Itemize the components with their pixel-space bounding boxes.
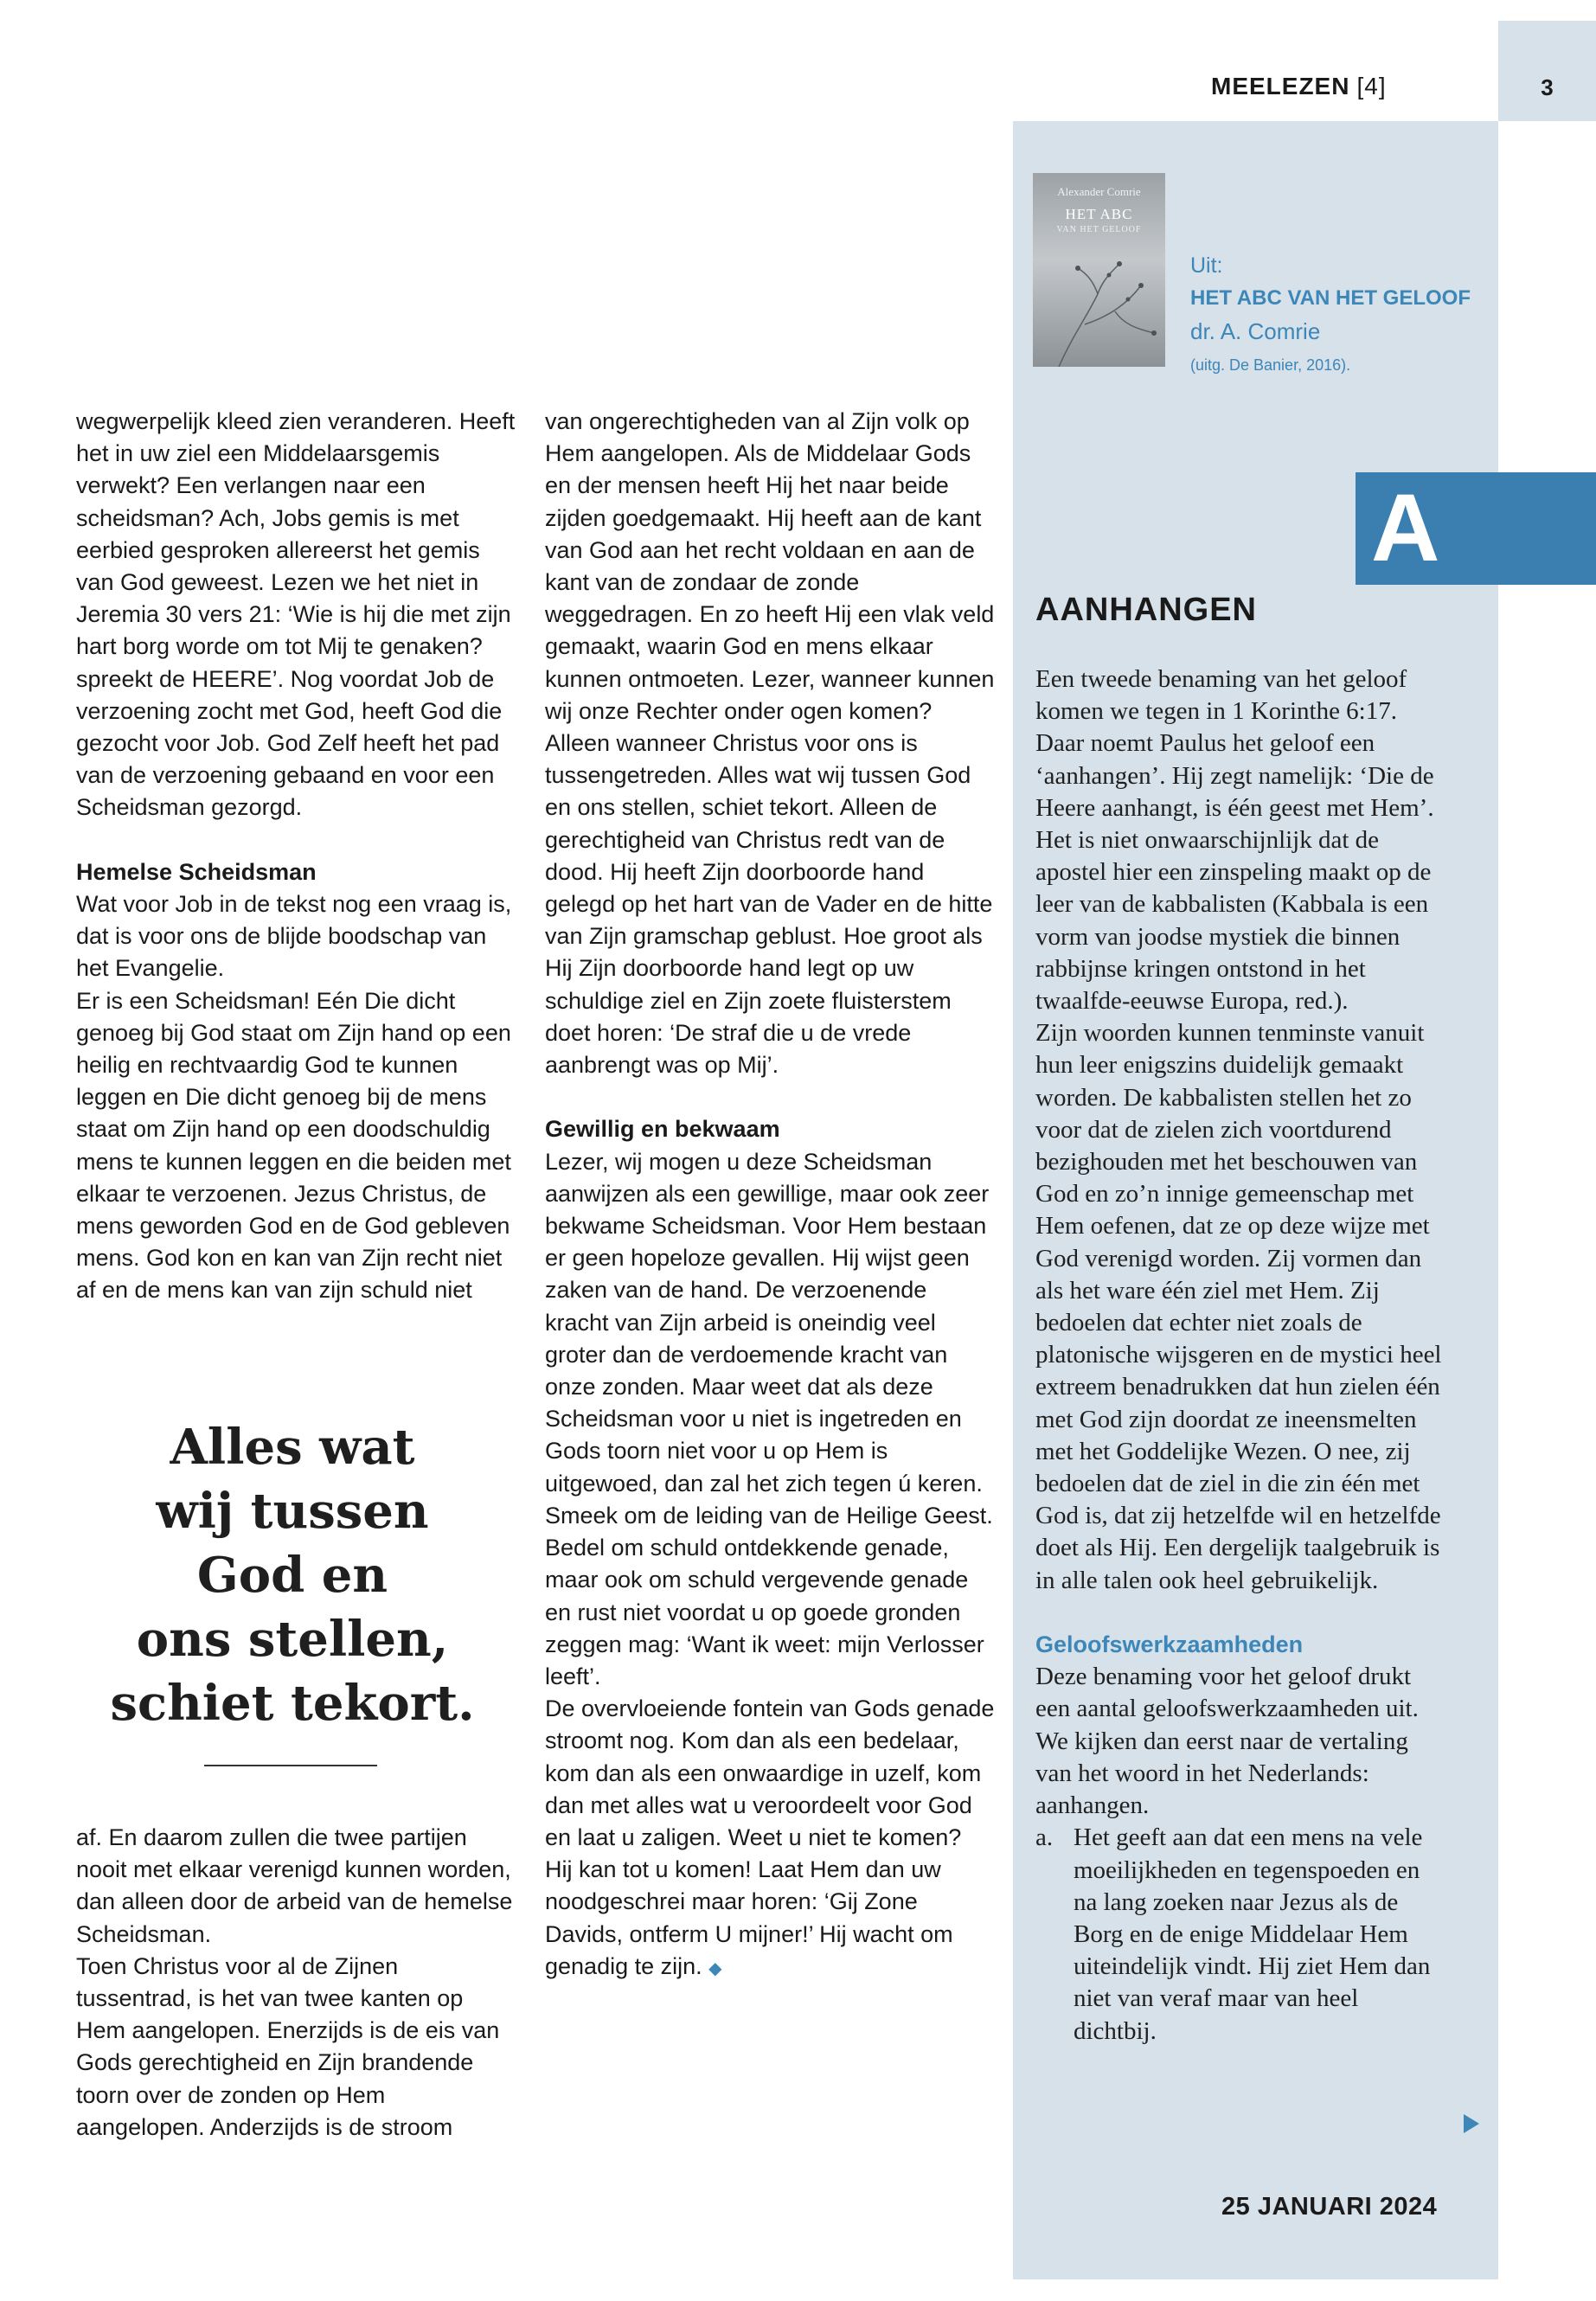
list-item-text: Het geeft aan dat een mens na vele moeilijkheden en tegenspoeden en na lang zoeken naar Jezus als de Borg en de enige Middelaar Hem uiteindelijk vindt. Hij ziet Hem dan niet van veraf maar van heel dichtbij. bbox=[1074, 1823, 1431, 2045]
source-publisher: (uitg. De Banier, 2016). bbox=[1190, 356, 1351, 374]
book-cover-author: Alexander Comrie bbox=[1057, 185, 1141, 198]
article-column-1-top bbox=[76, 406, 517, 1307]
article-paragraph bbox=[545, 1693, 995, 1985]
section-number: [4] bbox=[1356, 73, 1387, 99]
section-title: MEELEZEN bbox=[1211, 73, 1350, 99]
pull-quote-line: wij tussen bbox=[156, 1483, 429, 1540]
book-cover-image bbox=[1033, 173, 1165, 367]
page-number-tab bbox=[1498, 21, 1596, 121]
issue-date: 25 JANUARI 2024 bbox=[1221, 2193, 1438, 2221]
pull-quote-line: schiet tekort. bbox=[110, 1675, 475, 1732]
article-column-2 bbox=[545, 406, 995, 1985]
article-paragraph: Lezer, wij mogen u deze Scheidsman aanwijzen als een gewillige, maar ook zeer bekwame Scheidsman. Voor Hem bestaan er geen hopeloze gevallen. Hij wijst geen zaken van de hand. De verzoenende kracht van Zijn arbeid is oneindig veel groter dan de verdoemende kracht van onze zonden. Maar weet dat als deze Scheidsman voor u niet is ingetreden en Gods toorn niet voor u op Hem is uitgewoed, dan zal het zich tegen ú keren. Smeek om de leiding van de Heilige Geest. Bedel om schuld ontdekkende genade, maar ook om schuld vergevende genade en rust niet voordat u op goede gronden zeggen mag: ‘Want ik weet: mijn Verlosser leeft’. bbox=[545, 1148, 993, 1689]
sidebar-title: AANHANGEN bbox=[1035, 592, 1257, 628]
subheading-hemelse-scheidsman: Hemelse Scheidsman bbox=[76, 858, 317, 885]
article-paragraph: Er is een Scheidsman! Eén Die dicht genoeg bij God staat om Zijn hand op een heilig en rechtvaardig God te kunnen leggen en Die dicht genoeg bij de mens staat om Zijn hand op een doodschuldig mens te kunnen leggen en die beiden met elkaar te verzoenen. Jezus Christus, de mens geworden God en de God gebleven mens. God kon en kan van Zijn recht niet af en de mens kan van zijn schuld niet bbox=[76, 987, 511, 1304]
subheading-gewillig-en-bekwaam: Gewillig en bekwaam bbox=[545, 1116, 780, 1143]
article-paragraph: van ongerechtigheden van al Zijn volk op Hem aangelopen. Als de Middelaar Gods en der mensen heeft Hij het naar beide zijden goedgemaakt. Hij heeft aan de kant van God aan het recht voldaan en aan de kant van de zondaar de zonde weggedragen. En zo heeft Hij een vlak veld gemaakt, waarin God en mens elkaar kunnen ontmoeten. Lezer, wanneer kunnen wij onze Rechter onder ogen komen? Alleen wanneer Christus voor ons is tussengetreden. Alles wat wij tussen God en ons stellen, schiet tekort. Alleen de gerechtigheid van Christus redt van de dood. Hij heeft Zijn doorboorde hand gelegd op het hart van de Vader en de hitte van Zijn gramschap geblust. Hoe groot als Hij Zijn doorboorde hand legt op uw schuldige ziel en Zijn zoete fluisterstem doet horen: ‘De straf die u de vrede aanbrengt was op Mij’. bbox=[545, 408, 995, 1079]
source-author: dr. A. Comrie bbox=[1190, 318, 1321, 344]
sidebar-paragraph: Zijn woorden kunnen tenminste vanuit hun leer enigszins duidelijk gemaakt worden. De kabbalisten stellen het zo voor dat de zielen zich voortdurend bezighouden met het beschouwen van God en zo’n innige gemeenschap met Hem oefenen, dat ze op deze wijze met God verenigd worden. Zij vormen dan als het ware één ziel met Hem. Zij bedoelen dat echter niet zoals de platonische wijsgeren en de mystici heel extreem benadrukken dat hun zielen één met God zijn doordat ze ineensmelten met het Goddelijke Wezen. O nee, zij bedoelen dat de ziel in die zin één met God is, dat zij hetzelfde wil en hetzelfde doet als Hij. Een dergelijk taalgebruik is in alle talen ook heel gebruikelijk. bbox=[1035, 1019, 1442, 1594]
source-book-title: HET ABC VAN HET GELOOF bbox=[1190, 286, 1471, 310]
pull-quote-divider bbox=[204, 1765, 377, 1766]
book-cover-subtitle: VAN HET GELOOF bbox=[1056, 225, 1142, 234]
source-label: Uit: bbox=[1190, 253, 1223, 278]
article-paragraph: af. En daarom zullen die twee partijen nooit met elkaar verenigd kunnen worden, dan alleen door de arbeid van de hemelse Scheidsman. bbox=[76, 1824, 513, 1947]
book-cover-branches-illustration bbox=[1033, 242, 1165, 367]
sidebar-text bbox=[1035, 663, 1442, 2048]
pull-quote bbox=[76, 1415, 509, 1735]
book-cover-title: HET ABC bbox=[1065, 206, 1133, 222]
article-text: De overvloeiende fontein van Gods genade stroomt nog. Kom dan als een bedelaar, kom dan als een onwaardige in uzelf, kom dan met alles wat u veroordeelt voor God en laat u zaligen. Weet u niet te komen? Hij kan tot u komen! Laat Hem dan uw noodgeschrei maar horen: ‘Gij Zone Davids, ontferm U mijner!’ Hij wacht om genadig te zijn. bbox=[545, 1695, 995, 1979]
list-bullet: a. bbox=[1035, 1823, 1054, 1852]
end-mark-diamond-icon: ◆ bbox=[708, 1958, 722, 1978]
pull-quote-line: ons stellen, bbox=[136, 1611, 449, 1668]
article-column-1-bottom bbox=[76, 1822, 517, 2144]
source-credit bbox=[1190, 249, 1484, 382]
continue-arrow-icon bbox=[1464, 2114, 1479, 2133]
sidebar-paragraph: Deze benaming voor het geloof drukt een aantal geloofswerkzaamheden uit. We kijken dan eerst naar de vertaling van het woord in het Nederlands: aanhangen. bbox=[1035, 1663, 1419, 1820]
pull-quote-line: God en bbox=[196, 1547, 388, 1604]
page-number: 3 bbox=[1541, 74, 1554, 100]
article-paragraph: wegwerpelijk kleed zien veranderen. Heeft het in uw ziel een Middelaarsgemis verwekt? Een verlangen naar een scheidsman? Ach, Jobs gemis is met eerbied gesproken allereerst het gemis van God geweest. Lezen we het niet in Jeremia 30 vers 21: ‘Wie is hij die met zijn hart borg worde om tot Mij te genaken? spreekt de HEERE’. Nog voordat Job de verzoening zocht met God, heeft God die gezocht voor Job. God Zelf heeft het pad van de verzoening gebaand en voor een Scheidsman gezorgd. bbox=[76, 408, 516, 821]
sidebar-paragraph: Een tweede benaming van het geloof komen we tegen in 1 Korinthe 6:17. Daar noemt Paulus het geloof een ‘aanhangen’. Hij zegt namelijk: ‘Die de Heere aanhangt, is één geest met Hem’. Het is niet onwaarschijnlijk dat de apostel hier een zinspeling maakt op de leer van de kabbalisten (Kabbala is een vorm van joodse mystiek die binnen rabbijnse kringen ontstond in het twaalfde-eeuwse Europa, red.). bbox=[1035, 665, 1434, 1016]
section-letter: A bbox=[1371, 475, 1440, 581]
section-header bbox=[1211, 73, 1387, 100]
pull-quote-line: Alles wat bbox=[170, 1419, 415, 1476]
article-paragraph: Wat voor Job in de tekst nog een vraag is, dat is voor ons de blijde boodschap van het Evangelie. bbox=[76, 891, 512, 982]
sidebar-list-item bbox=[1035, 1822, 1442, 2047]
sidebar-subheading: Geloofswerkzaamheden bbox=[1035, 1631, 1304, 1658]
article-paragraph: Toen Christus voor al de Zijnen tussentrad, is het van twee kanten op Hem aangelopen. Enerzijds is de eis van Gods gerechtigheid en Zijn brandende toorn over de zonden op Hem aangelopen. Anderzijds is de stroom bbox=[76, 1952, 500, 2140]
